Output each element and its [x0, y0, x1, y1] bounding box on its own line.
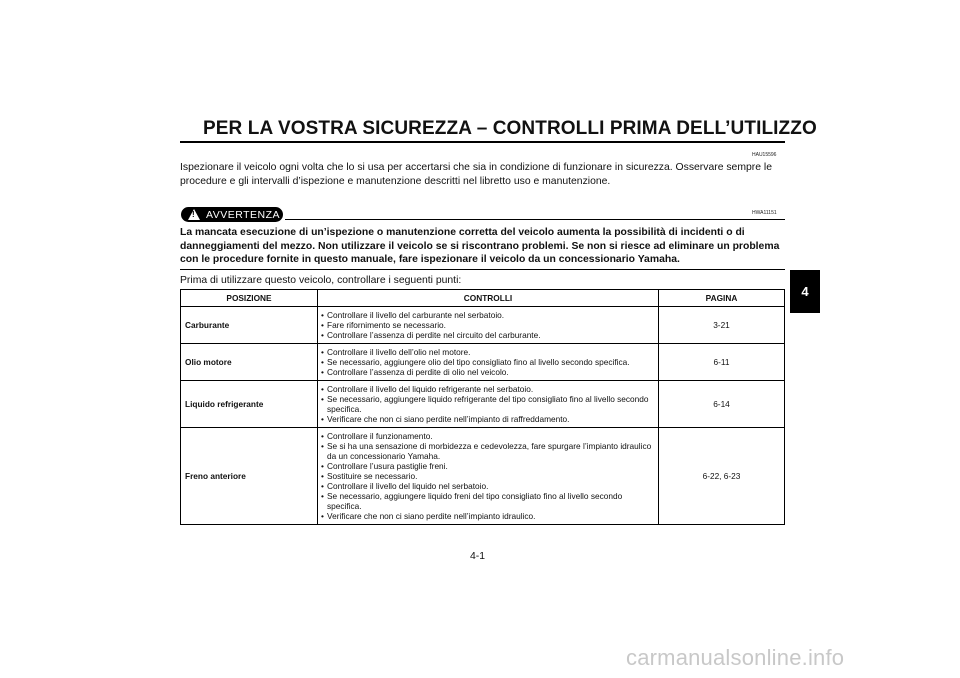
chapter-tab[interactable]: 4 — [790, 270, 820, 313]
lead-paragraph: Prima di utilizzare questo veicolo, controllare i seguenti punti: — [180, 275, 462, 286]
table-row — [181, 344, 785, 381]
check-item: • Controllare il livello dell’olio nel motore. — [321, 347, 654, 357]
check-item: • Controllare l’assenza di perdite nel circuito del carburante. — [321, 330, 654, 340]
warning-label: AVVERTENZA — [206, 208, 281, 221]
warning-text: La mancata esecuzione di un’ispezione o manutenzione corretta del veicolo aumenta la possibilità di incidenti o di danneggiamenti del mezzo. Non utilizzare il veicolo se si riscontrano problemi. Se non si riesce ad eliminare un problema con le procedure fornite in questo manuale, fare ispezionare il veicolo da un concessionario Yamaha. — [180, 227, 780, 265]
row-checks — [318, 381, 659, 428]
header-page: PAGINA — [659, 290, 785, 307]
row-page: 6-22, 6-23 — [659, 428, 785, 525]
table-row — [181, 381, 785, 428]
check-item: • Controllare l’usura pastiglie freni. — [321, 461, 654, 471]
header-position: POSIZIONE — [181, 290, 318, 307]
page-title: PER LA VOSTRA SICUREZZA – CONTROLLI PRIMA DELL’UTILIZZO — [203, 118, 817, 139]
row-checks — [318, 344, 659, 381]
warning-divider-bottom — [180, 269, 785, 270]
watermark: carmanualsonline.info — [626, 645, 845, 670]
warning-triangle-icon: ! — [188, 209, 200, 220]
check-item: • Se necessario, aggiungere liquido refrigerante del tipo consigliato fino al livello secondo specifica. — [321, 394, 654, 414]
warning-divider-top — [285, 219, 785, 220]
row-checks — [318, 307, 659, 344]
check-item: • Verificare che non ci siano perdite nell’impianto idraulico. — [321, 511, 654, 521]
check-item: • Sostituire se necessario. — [321, 471, 654, 481]
warning-badge — [181, 207, 283, 222]
check-item: • Controllare l’assenza di perdite di olio nel veicolo. — [321, 367, 654, 377]
table-row — [181, 307, 785, 344]
check-item: • Controllare il funzionamento. — [321, 431, 654, 441]
row-page: 6-14 — [659, 381, 785, 428]
checks-table — [180, 289, 785, 525]
check-item: • Controllare il livello del liquido nel serbatoio. — [321, 481, 654, 491]
header-checks: CONTROLLI — [318, 290, 659, 307]
row-position: Liquido refrigerante — [181, 381, 318, 428]
check-item: • Controllare il livello del liquido refrigerante nel serbatoio. — [321, 384, 654, 394]
row-page: 6-11 — [659, 344, 785, 381]
row-position: Olio motore — [181, 344, 318, 381]
check-item: • Se necessario, aggiungere liquido freni del tipo consigliato fino al livello secondo specifica. — [321, 491, 654, 511]
row-position: Freno anteriore — [181, 428, 318, 525]
check-item: • Controllare il livello del carburante nel serbatoio. — [321, 310, 654, 320]
check-item: • Fare rifornimento se necessario. — [321, 320, 654, 330]
row-page: 3-21 — [659, 307, 785, 344]
check-item: • Verificare che non ci siano perdite nell’impianto di raffreddamento. — [321, 414, 654, 424]
table-header-row — [181, 290, 785, 307]
page-number: 4-1 — [470, 551, 486, 562]
check-item: • Se necessario, aggiungere olio del tipo consigliato fino al livello secondo specifica. — [321, 357, 654, 367]
warning-reference-code: HWA11151 — [752, 210, 777, 216]
row-position: Carburante — [181, 307, 318, 344]
title-divider — [180, 141, 785, 143]
check-item: • Se si ha una sensazione di morbidezza e cedevolezza, fare spurgare l’impianto idraulico da un concessionario Yamaha. — [321, 441, 654, 461]
intro-paragraph: Ispezionare il veicolo ogni volta che lo si usa per accertarsi che sia in condizione di funzionare in sicurezza. Osservare sempre le procedure e gli intervalli d’ispezione e manutenzione descritti nel libretto uso e manutenzione. — [180, 162, 772, 187]
reference-code: HAU15596 — [752, 152, 777, 158]
table-row — [181, 428, 785, 525]
row-checks — [318, 428, 659, 525]
